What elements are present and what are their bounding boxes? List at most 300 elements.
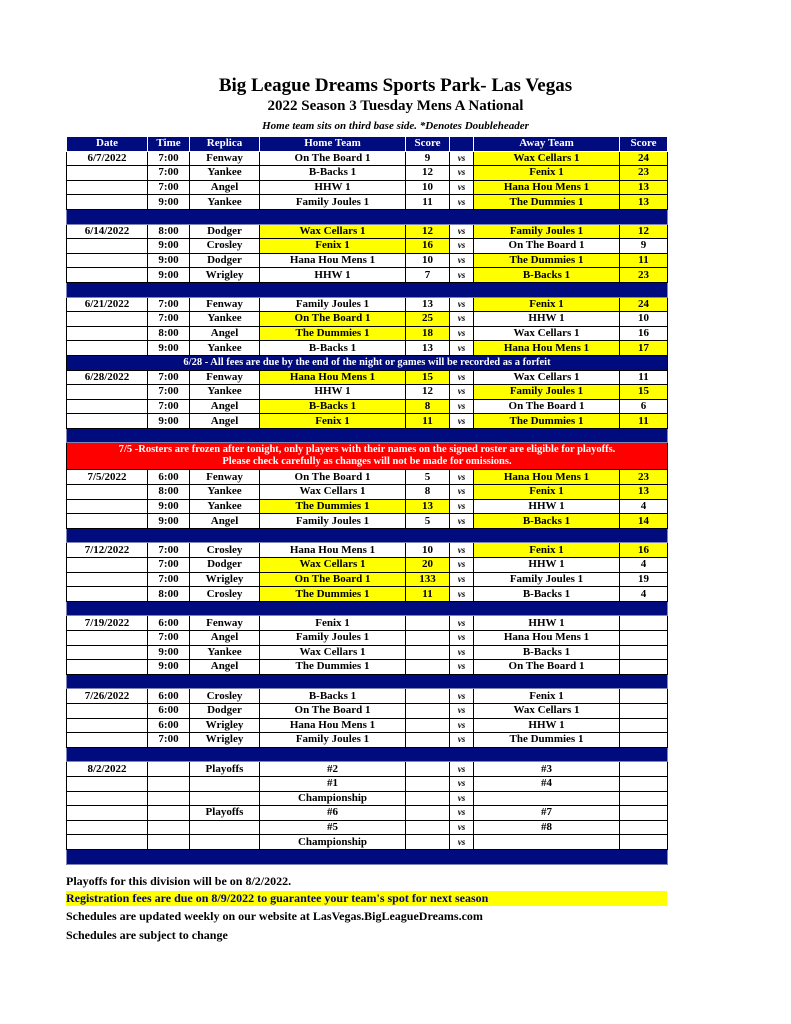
cell-away-team: On The Board 1: [474, 239, 620, 254]
col-header-date: Date: [67, 137, 148, 152]
cell-home-team: Hana Hou Mens 1: [260, 370, 406, 385]
cell-home-score: 9: [406, 151, 450, 166]
cell-replica: Playoffs: [190, 806, 260, 821]
cell-vs: vs: [450, 151, 474, 166]
cell-vs: vs: [450, 558, 474, 573]
cell-vs: vs: [450, 470, 474, 485]
cell-time: 8:00: [148, 485, 190, 500]
cell-home-team: B-Backs 1: [260, 689, 406, 704]
table-header-row: [67, 137, 668, 152]
cell-home-team: On The Board 1: [260, 151, 406, 166]
cell-away-score: 13: [620, 195, 668, 210]
cell-away-team: The Dummies 1: [474, 733, 620, 748]
cell-away-score: [620, 762, 668, 777]
week-separator: [67, 428, 668, 443]
cell-away-team: HHW 1: [474, 558, 620, 573]
cell-vs: vs: [450, 616, 474, 631]
table-row: [67, 660, 668, 675]
cell-home-team: The Dummies 1: [260, 326, 406, 341]
cell-home-score: 11: [406, 587, 450, 602]
cell-date: [67, 326, 148, 341]
footer-playoffs-note: Playoffs for this division will be on 8/2/2022.: [66, 874, 292, 888]
cell-replica: Wrigley: [190, 718, 260, 733]
cell-away-score: 11: [620, 253, 668, 268]
cell-home-score: [406, 616, 450, 631]
cell-vs: vs: [450, 660, 474, 675]
cell-time: 8:00: [148, 326, 190, 341]
notice-row: [67, 355, 668, 370]
cell-away-score: [620, 660, 668, 675]
cell-away-score: [620, 806, 668, 821]
table-row: [67, 835, 668, 850]
separator-bar: [67, 209, 668, 224]
table-row: [67, 195, 668, 210]
col-header-home-team: Home Team: [260, 137, 406, 152]
cell-home-team: #5: [260, 820, 406, 835]
cell-replica: Dodger: [190, 253, 260, 268]
table-row: [67, 543, 668, 558]
table-row: [67, 733, 668, 748]
cell-time: 9:00: [148, 499, 190, 514]
cell-date: [67, 645, 148, 660]
cell-time: [148, 820, 190, 835]
cell-home-score: 10: [406, 543, 450, 558]
cell-time: 9:00: [148, 195, 190, 210]
table-row: [67, 616, 668, 631]
cell-away-team: HHW 1: [474, 312, 620, 327]
cell-away-score: [620, 835, 668, 850]
cell-home-score: [406, 689, 450, 704]
cell-replica: Yankee: [190, 499, 260, 514]
table-row: [67, 499, 668, 514]
cell-vs: vs: [450, 499, 474, 514]
cell-replica: Angel: [190, 514, 260, 529]
cell-home-team: #1: [260, 776, 406, 791]
cell-date: [67, 485, 148, 500]
cell-time: 8:00: [148, 224, 190, 239]
cell-replica: Crosley: [190, 543, 260, 558]
cell-home-team: Family Joules 1: [260, 297, 406, 312]
cell-away-team: #8: [474, 820, 620, 835]
table-row: [67, 297, 668, 312]
cell-time: 9:00: [148, 268, 190, 283]
cell-date: [67, 791, 148, 806]
cell-date: 7/26/2022: [67, 689, 148, 704]
cell-replica: Angel: [190, 414, 260, 429]
cell-away-team: B-Backs 1: [474, 514, 620, 529]
cell-home-team: Wax Cellars 1: [260, 224, 406, 239]
cell-home-score: 12: [406, 166, 450, 181]
cell-vs: vs: [450, 312, 474, 327]
cell-replica: Yankee: [190, 195, 260, 210]
cell-home-score: [406, 806, 450, 821]
cell-replica: Fenway: [190, 470, 260, 485]
cell-date: 6/21/2022: [67, 297, 148, 312]
table-row: [67, 385, 668, 400]
cell-home-team: Championship: [260, 835, 406, 850]
cell-home-team: Championship: [260, 791, 406, 806]
cell-home-score: [406, 645, 450, 660]
cell-time: 6:00: [148, 616, 190, 631]
cell-time: 7:00: [148, 151, 190, 166]
cell-vs: vs: [450, 180, 474, 195]
cell-away-team: HHW 1: [474, 616, 620, 631]
cell-away-score: 4: [620, 587, 668, 602]
cell-replica: [190, 820, 260, 835]
cell-vs: vs: [450, 239, 474, 254]
cell-home-team: On The Board 1: [260, 572, 406, 587]
cell-home-team: B-Backs 1: [260, 341, 406, 356]
cell-vs: vs: [450, 166, 474, 181]
week-separator: [67, 601, 668, 616]
cell-away-score: 19: [620, 572, 668, 587]
cell-time: 7:00: [148, 297, 190, 312]
cell-replica: Angel: [190, 180, 260, 195]
cell-vs: vs: [450, 645, 474, 660]
cell-home-team: B-Backs 1: [260, 399, 406, 414]
cell-replica: Yankee: [190, 385, 260, 400]
cell-date: [67, 572, 148, 587]
cell-replica: Angel: [190, 399, 260, 414]
cell-vs: vs: [450, 835, 474, 850]
cell-away-team: Fenix 1: [474, 689, 620, 704]
cell-away-score: [620, 820, 668, 835]
cell-date: 7/5/2022: [67, 470, 148, 485]
cell-date: [67, 587, 148, 602]
cell-away-score: 6: [620, 399, 668, 414]
table-row: [67, 414, 668, 429]
cell-away-team: Hana Hou Mens 1: [474, 180, 620, 195]
cell-home-score: 10: [406, 180, 450, 195]
cell-time: 9:00: [148, 341, 190, 356]
separator-bar: [67, 601, 668, 616]
table-row: [67, 762, 668, 777]
cell-away-team: On The Board 1: [474, 399, 620, 414]
cell-replica: Yankee: [190, 166, 260, 181]
table-row: [67, 224, 668, 239]
cell-home-score: [406, 776, 450, 791]
cell-home-team: #6: [260, 806, 406, 821]
cell-away-score: 24: [620, 151, 668, 166]
cell-time: 7:00: [148, 631, 190, 646]
cell-home-team: Hana Hou Mens 1: [260, 543, 406, 558]
cell-time: 9:00: [148, 253, 190, 268]
cell-replica: Angel: [190, 660, 260, 675]
cell-away-score: 23: [620, 470, 668, 485]
cell-date: [67, 414, 148, 429]
cell-home-score: 7: [406, 268, 450, 283]
cell-date: [67, 820, 148, 835]
cell-vs: vs: [450, 399, 474, 414]
cell-home-team: Family Joules 1: [260, 631, 406, 646]
separator-bar: [67, 849, 668, 864]
cell-date: [67, 835, 148, 850]
cell-vs: vs: [450, 485, 474, 500]
separator-bar: [67, 528, 668, 543]
alert-row: [67, 443, 668, 470]
cell-time: 7:00: [148, 180, 190, 195]
cell-away-score: 23: [620, 166, 668, 181]
cell-replica: Fenway: [190, 151, 260, 166]
cell-replica: [190, 835, 260, 850]
cell-away-team: Fenix 1: [474, 166, 620, 181]
cell-away-score: 24: [620, 297, 668, 312]
cell-away-score: [620, 645, 668, 660]
cell-date: [67, 806, 148, 821]
separator-bar: [67, 428, 668, 443]
cell-time: 6:00: [148, 703, 190, 718]
cell-time: 7:00: [148, 558, 190, 573]
cell-away-score: 9: [620, 239, 668, 254]
cell-home-score: [406, 718, 450, 733]
cell-replica: Wrigley: [190, 733, 260, 748]
cell-home-score: [406, 762, 450, 777]
cell-home-team: Family Joules 1: [260, 733, 406, 748]
table-row: [67, 166, 668, 181]
cell-away-score: [620, 733, 668, 748]
cell-time: 7:00: [148, 572, 190, 587]
cell-replica: Dodger: [190, 703, 260, 718]
cell-replica: Yankee: [190, 312, 260, 327]
cell-home-score: [406, 631, 450, 646]
cell-time: 6:00: [148, 470, 190, 485]
cell-home-score: [406, 835, 450, 850]
cell-replica: Yankee: [190, 645, 260, 660]
cell-date: [67, 558, 148, 573]
cell-home-team: Wax Cellars 1: [260, 558, 406, 573]
cell-away-score: 13: [620, 180, 668, 195]
week-separator: [67, 209, 668, 224]
cell-home-team: Family Joules 1: [260, 514, 406, 529]
cell-date: [67, 499, 148, 514]
cell-vs: vs: [450, 514, 474, 529]
cell-vs: vs: [450, 385, 474, 400]
table-row: [67, 645, 668, 660]
cell-vs: vs: [450, 268, 474, 283]
cell-date: [67, 776, 148, 791]
week-separator: [67, 674, 668, 689]
cell-away-team: Fenix 1: [474, 297, 620, 312]
cell-time: 7:00: [148, 166, 190, 181]
footer-website-note: Schedules are updated weekly on our website at LasVegas.BigLeagueDreams.com: [66, 909, 483, 923]
schedule-body: [67, 151, 668, 864]
cell-away-score: [620, 689, 668, 704]
cell-away-score: 14: [620, 514, 668, 529]
cell-date: [67, 180, 148, 195]
cell-home-team: On The Board 1: [260, 470, 406, 485]
cell-home-score: [406, 733, 450, 748]
cell-date: [67, 195, 148, 210]
cell-away-score: 13: [620, 485, 668, 500]
table-row: [67, 820, 668, 835]
week-separator: [67, 528, 668, 543]
page-subtitle: 2022 Season 3 Tuesday Mens A National: [267, 98, 524, 114]
cell-home-score: 11: [406, 414, 450, 429]
cell-replica: [190, 776, 260, 791]
cell-away-team: Fenix 1: [474, 485, 620, 500]
table-row: [67, 470, 668, 485]
col-header-replica: Replica: [190, 137, 260, 152]
cell-time: [148, 791, 190, 806]
cell-time: 7:00: [148, 370, 190, 385]
cell-home-team: Hana Hou Mens 1: [260, 718, 406, 733]
col-header-vs: [450, 137, 474, 152]
cell-home-score: 8: [406, 399, 450, 414]
table-row: [67, 239, 668, 254]
cell-date: [67, 166, 148, 181]
cell-time: 6:00: [148, 718, 190, 733]
table-row: [67, 253, 668, 268]
table-row: [67, 370, 668, 385]
cell-home-score: [406, 820, 450, 835]
cell-home-score: 133: [406, 572, 450, 587]
cell-vs: vs: [450, 820, 474, 835]
table-row: [67, 326, 668, 341]
table-row: [67, 572, 668, 587]
cell-vs: vs: [450, 224, 474, 239]
cell-away-team: Family Joules 1: [474, 224, 620, 239]
cell-away-team: The Dummies 1: [474, 195, 620, 210]
cell-vs: vs: [450, 718, 474, 733]
cell-vs: vs: [450, 776, 474, 791]
cell-away-score: 10: [620, 312, 668, 327]
cell-date: [67, 253, 148, 268]
cell-time: 9:00: [148, 414, 190, 429]
cell-away-team: The Dummies 1: [474, 253, 620, 268]
col-header-home-score: Score: [406, 137, 450, 152]
cell-away-score: [620, 703, 668, 718]
cell-home-team: HHW 1: [260, 180, 406, 195]
cell-away-team: On The Board 1: [474, 660, 620, 675]
cell-date: 7/12/2022: [67, 543, 148, 558]
cell-date: [67, 268, 148, 283]
table-row: [67, 558, 668, 573]
notice-text: 6/28 - All fees are due by the end of the night or games will be recorded as a forfeit: [67, 355, 668, 370]
cell-away-score: 23: [620, 268, 668, 283]
cell-away-score: [620, 776, 668, 791]
col-header-away-team: Away Team: [474, 137, 620, 152]
cell-home-team: HHW 1: [260, 385, 406, 400]
cell-home-score: [406, 791, 450, 806]
cell-time: 7:00: [148, 543, 190, 558]
cell-vs: vs: [450, 543, 474, 558]
cell-replica: Fenway: [190, 370, 260, 385]
table-row: [67, 703, 668, 718]
cell-time: 7:00: [148, 399, 190, 414]
week-separator: [67, 282, 668, 297]
cell-away-team: B-Backs 1: [474, 268, 620, 283]
cell-away-team: B-Backs 1: [474, 587, 620, 602]
cell-away-team: Hana Hou Mens 1: [474, 631, 620, 646]
cell-date: [67, 718, 148, 733]
cell-home-score: 13: [406, 297, 450, 312]
cell-away-score: 16: [620, 543, 668, 558]
alert-text: [67, 443, 668, 470]
cell-away-team: Family Joules 1: [474, 385, 620, 400]
cell-replica: Yankee: [190, 341, 260, 356]
table-row: [67, 806, 668, 821]
cell-away-score: 17: [620, 341, 668, 356]
cell-away-team: Wax Cellars 1: [474, 326, 620, 341]
cell-away-team: Wax Cellars 1: [474, 703, 620, 718]
cell-home-score: 5: [406, 470, 450, 485]
cell-time: 9:00: [148, 239, 190, 254]
cell-replica: Angel: [190, 631, 260, 646]
table-row: [67, 791, 668, 806]
cell-away-team: [474, 835, 620, 850]
cell-home-team: Hana Hou Mens 1: [260, 253, 406, 268]
cell-date: 8/2/2022: [67, 762, 148, 777]
cell-home-team: Fenix 1: [260, 239, 406, 254]
cell-date: [67, 399, 148, 414]
cell-away-score: 4: [620, 499, 668, 514]
cell-away-score: [620, 616, 668, 631]
cell-away-score: [620, 791, 668, 806]
separator-bar: [67, 674, 668, 689]
cell-replica: Crosley: [190, 587, 260, 602]
cell-vs: vs: [450, 689, 474, 704]
cell-replica: Wrigley: [190, 268, 260, 283]
page-title: Big League Dreams Sports Park- Las Vegas: [218, 75, 573, 96]
cell-home-score: 16: [406, 239, 450, 254]
cell-home-team: Fenix 1: [260, 414, 406, 429]
cell-vs: vs: [450, 733, 474, 748]
cell-home-score: 10: [406, 253, 450, 268]
cell-date: [67, 631, 148, 646]
cell-vs: vs: [450, 341, 474, 356]
cell-time: 9:00: [148, 514, 190, 529]
cell-replica: Crosley: [190, 239, 260, 254]
cell-vs: vs: [450, 414, 474, 429]
footer-change-note: Schedules are subject to change: [66, 928, 228, 942]
cell-time: 7:00: [148, 312, 190, 327]
separator-bar: [67, 282, 668, 297]
table-row: [67, 689, 668, 704]
cell-away-score: [620, 631, 668, 646]
footer-registration-note: Registration fees are due on 8/9/2022 to guarantee your team's spot for next season: [66, 891, 667, 906]
cell-vs: vs: [450, 253, 474, 268]
cell-away-team: #3: [474, 762, 620, 777]
cell-home-team: On The Board 1: [260, 312, 406, 327]
cell-home-team: The Dummies 1: [260, 499, 406, 514]
cell-away-score: 11: [620, 370, 668, 385]
cell-home-score: 5: [406, 514, 450, 529]
cell-time: [148, 762, 190, 777]
cell-away-score: 15: [620, 385, 668, 400]
table-row: [67, 631, 668, 646]
cell-date: 6/28/2022: [67, 370, 148, 385]
cell-away-team: Wax Cellars 1: [474, 151, 620, 166]
cell-vs: vs: [450, 370, 474, 385]
cell-home-team: Family Joules 1: [260, 195, 406, 210]
cell-replica: Yankee: [190, 485, 260, 500]
cell-away-team: B-Backs 1: [474, 645, 620, 660]
table-row: [67, 151, 668, 166]
table-row: [67, 587, 668, 602]
cell-away-team: [474, 791, 620, 806]
cell-away-team: The Dummies 1: [474, 414, 620, 429]
page-note: Home team sits on third base side. *Denotes Doubleheader: [262, 120, 529, 132]
cell-date: 7/19/2022: [67, 616, 148, 631]
cell-home-score: [406, 660, 450, 675]
cell-vs: vs: [450, 806, 474, 821]
cell-vs: vs: [450, 587, 474, 602]
table-row: [67, 180, 668, 195]
cell-vs: vs: [450, 703, 474, 718]
cell-away-score: 16: [620, 326, 668, 341]
cell-home-team: #2: [260, 762, 406, 777]
cell-away-team: Family Joules 1: [474, 572, 620, 587]
